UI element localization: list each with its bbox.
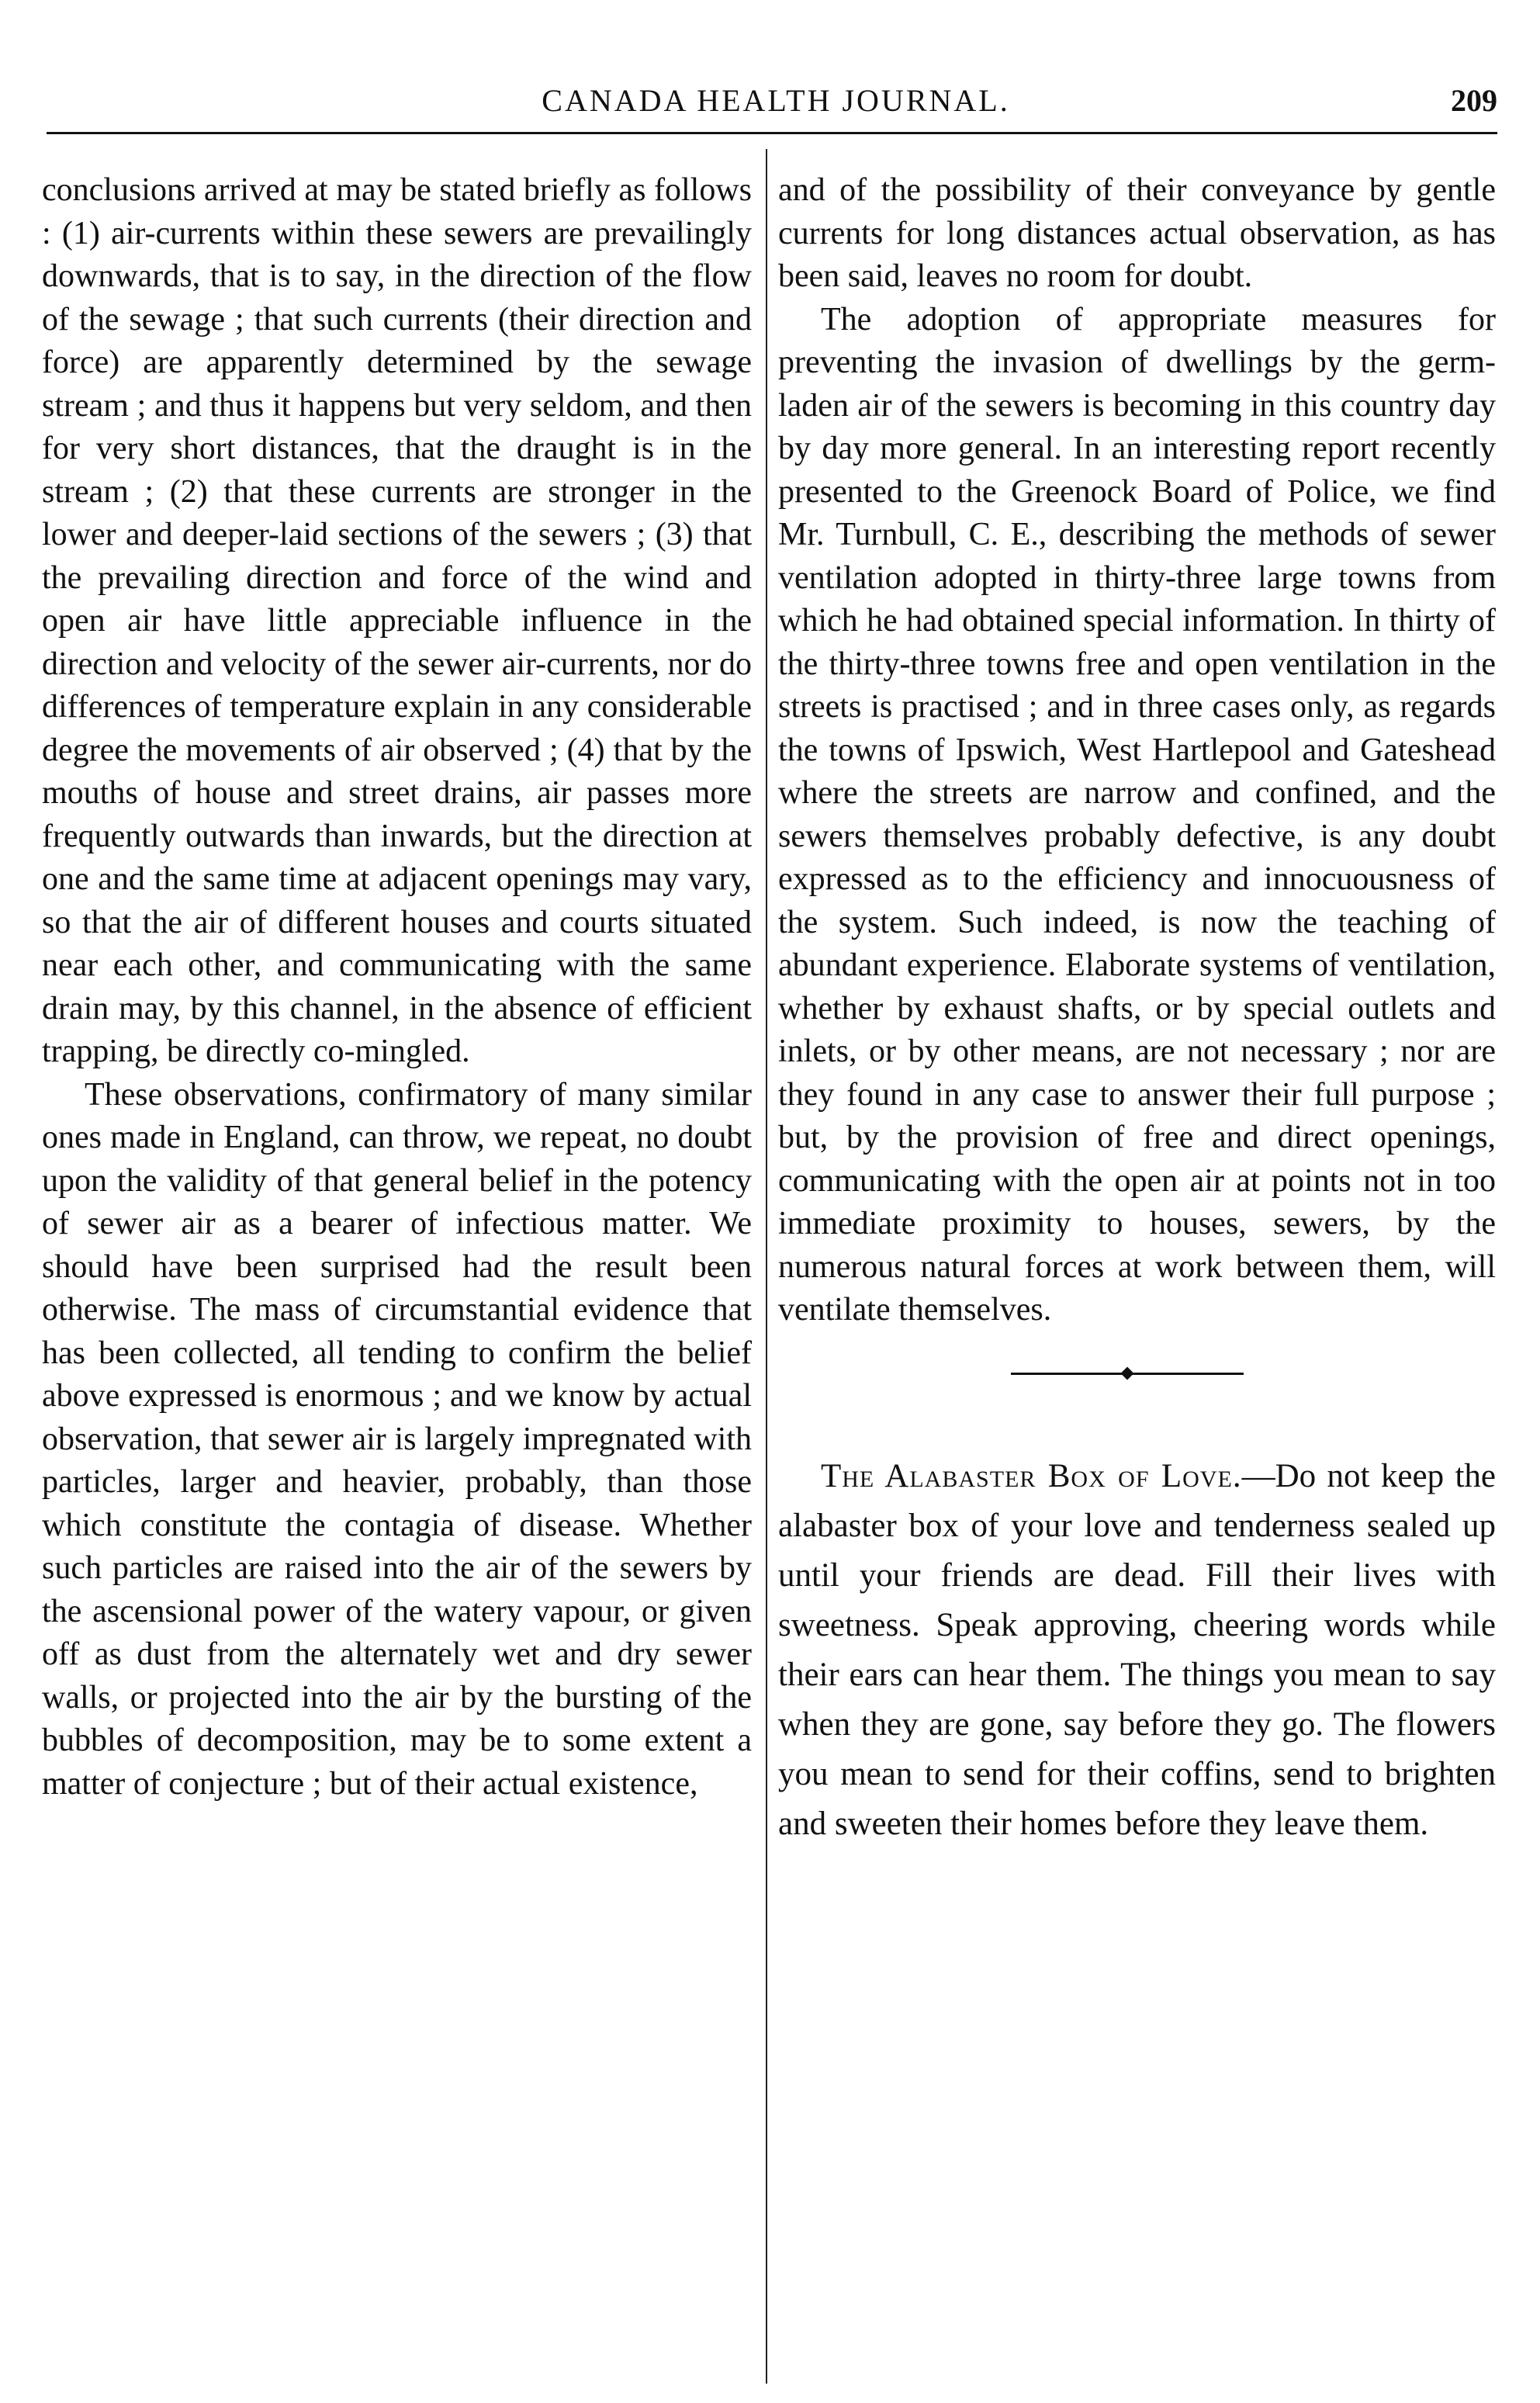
column-divider xyxy=(766,149,767,2384)
alabaster-heading: The Alabaster Box of Love. xyxy=(821,1457,1242,1494)
running-title: CANADA HEALTH JOURNAL. xyxy=(542,83,1010,118)
right-paragraph-conveyance: and of the possibility of their conveyance by gentle currents for long distances actual observation, as has been said, leaves no room for doubt. xyxy=(778,172,1496,294)
alabaster-box-article xyxy=(778,1452,1496,1849)
header-rule xyxy=(47,132,1497,134)
left-paragraph-observations: These observations, confirmatory of many similar ones made in England, can throw, we repeat, no doubt upon the validity of that general belief in the potency of sewer air as a bearer of infectious matter. We should have been surprised had the result been otherwise. The mass of circumstantial evidence that has been collected, all tending to confirm the belief above expressed is enormous ; and we know by actual observation, that sewer air is largely impregnated with particles, larger and heavier, probably, than those which constitute the contagia of disease. Whether such particles are raised into the air of the sewers by the ascensional power of the watery vapour, or given off as dust from the alternately wet and dry sewer walls, or projected into the air by the bursting of the bubbles of decomposition, may be to some extent a matter of conjecture ; but of their actual existence, xyxy=(42,1076,752,1802)
right-column xyxy=(778,169,1496,1849)
page-number: 209 xyxy=(1451,83,1497,118)
left-paragraph-conclusions: conclusions arrived at may be stated briefly as follows : (1) air-currents within these sewers are prevailingly downwards, that is to say, in the direction of the flow of the sewage ; that such currents (their direction and force) are apparently determined by the sewage stream ; and thus it happens but very seldom, and then for very short distances, that the draught is in the stream ; (2) that these currents are stronger in the lower and deeper-laid sections of the sewers ; (3) that the prevailing direction and force of the wind and open air have little appreciable influence in the direction and velocity of the sewer air-currents, nor do differences of temperature explain in any considerable degree the movements of air observed ; (4) that by the mouths of house and street drains, air passes more frequently outwards than inwards, but the direction at one and the same time at adjacent openings may vary, so that the air of different houses and courts situated near each other, and communicating with the same drain may, by this channel, in the absence of efficient trapping, be directly co-mingled. xyxy=(42,172,752,1069)
right-paragraph-ventilation: The adoption of appropriate measures for preventing the invasion of dwellings by the germ-laden air of the sewers is becoming in this country day by day more general. In an interesting report recently presented to the Greenock Board of Police, we find Mr. Turnbull, C. E., describing the methods of sewer ventilation adopted in thirty-three large towns from which he had obtained special information. In thirty of the thirty-three towns free and open ventilation in the streets is practised ; and in three cases only, as regards the towns of Ipswich, West Hartlepool and Gateshead where the streets are narrow and confined, and the sewers themselves probably defective, is any doubt expressed as to the efficiency and innocuousness of the system. Such indeed, is now the teaching of abundant experience. Elaborate systems of ventilation, whether by exhaust shafts, or by special outlets and inlets, or by other means, are not necessary ; nor are they found in any case to answer their full purpose ; but, by the provision of free and direct openings, communicating with the open air at points not in too immediate proximity to houses, sewers, by the numerous natural forces at work between them, will ventilate themselves. xyxy=(778,301,1496,1328)
left-column xyxy=(42,169,752,1806)
page-header xyxy=(47,78,1505,124)
section-ornament xyxy=(778,1332,1496,1419)
alabaster-body: —Do not keep the alabaster box of your love and tenderness sealed up until your friends are dead. Fill their lives with sweetness. Speak approving, cheering words while their ears can hear them. The things you mean to say when they are gone, say before they go. The flowers you mean to send for their coffins, send to brighten and sweeten their homes before they leave them. xyxy=(778,1457,1497,1842)
